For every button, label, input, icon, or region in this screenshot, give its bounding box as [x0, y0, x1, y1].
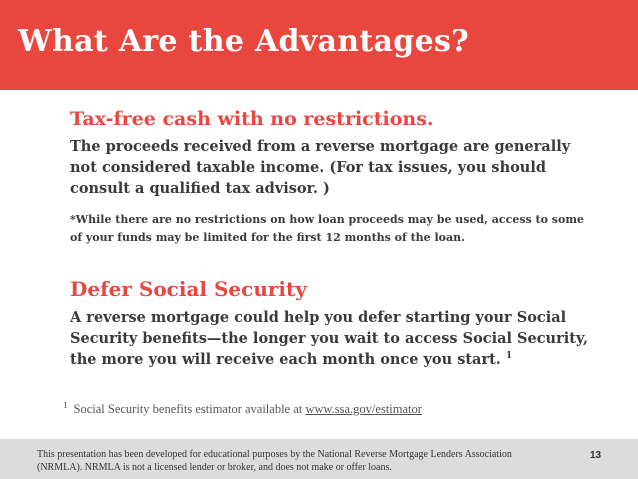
ssa-estimator-link[interactable]: www.ssa.gov/estimator	[305, 402, 422, 416]
title-bar	[0, 0, 638, 90]
social-security-text: A reverse mortgage could help you defer starting your Social Security benefits—the longer you wait to access Social Security, the more you will receive each month once you start.	[70, 309, 589, 368]
page-number: 13	[590, 450, 602, 461]
footnote-text: Social Security benefits estimator available at	[73, 402, 303, 416]
slide-content	[70, 108, 590, 370]
slide-title: What Are the Advantages?	[18, 24, 470, 59]
footer-disclaimer: This presentation has been developed for educational purposes by the National Reverse Mortgage Lenders Association (NRMLA). NRMLA is not a licensed lender or broker, and does not make or offer loans.	[37, 449, 512, 473]
section-body-tax-free: The proceeds received from a reverse mortgage are generally not considered taxable income. (For tax issues, you should consult a qualified tax advisor. )	[70, 138, 571, 197]
footnote-marker: 1	[505, 351, 513, 362]
section-heading-social-security: Defer Social Security	[70, 277, 307, 301]
section-heading-tax-free: Tax-free cash with no restrictions.	[70, 108, 434, 130]
restrictions-note: *While there are no restrictions on how loan proceeds may be used, access to some of your funds may be limited for the first 12 months of the loan.	[70, 213, 584, 244]
footnote	[63, 399, 422, 417]
footnote-number: 1	[63, 399, 68, 410]
section-body-social-security	[70, 307, 590, 370]
